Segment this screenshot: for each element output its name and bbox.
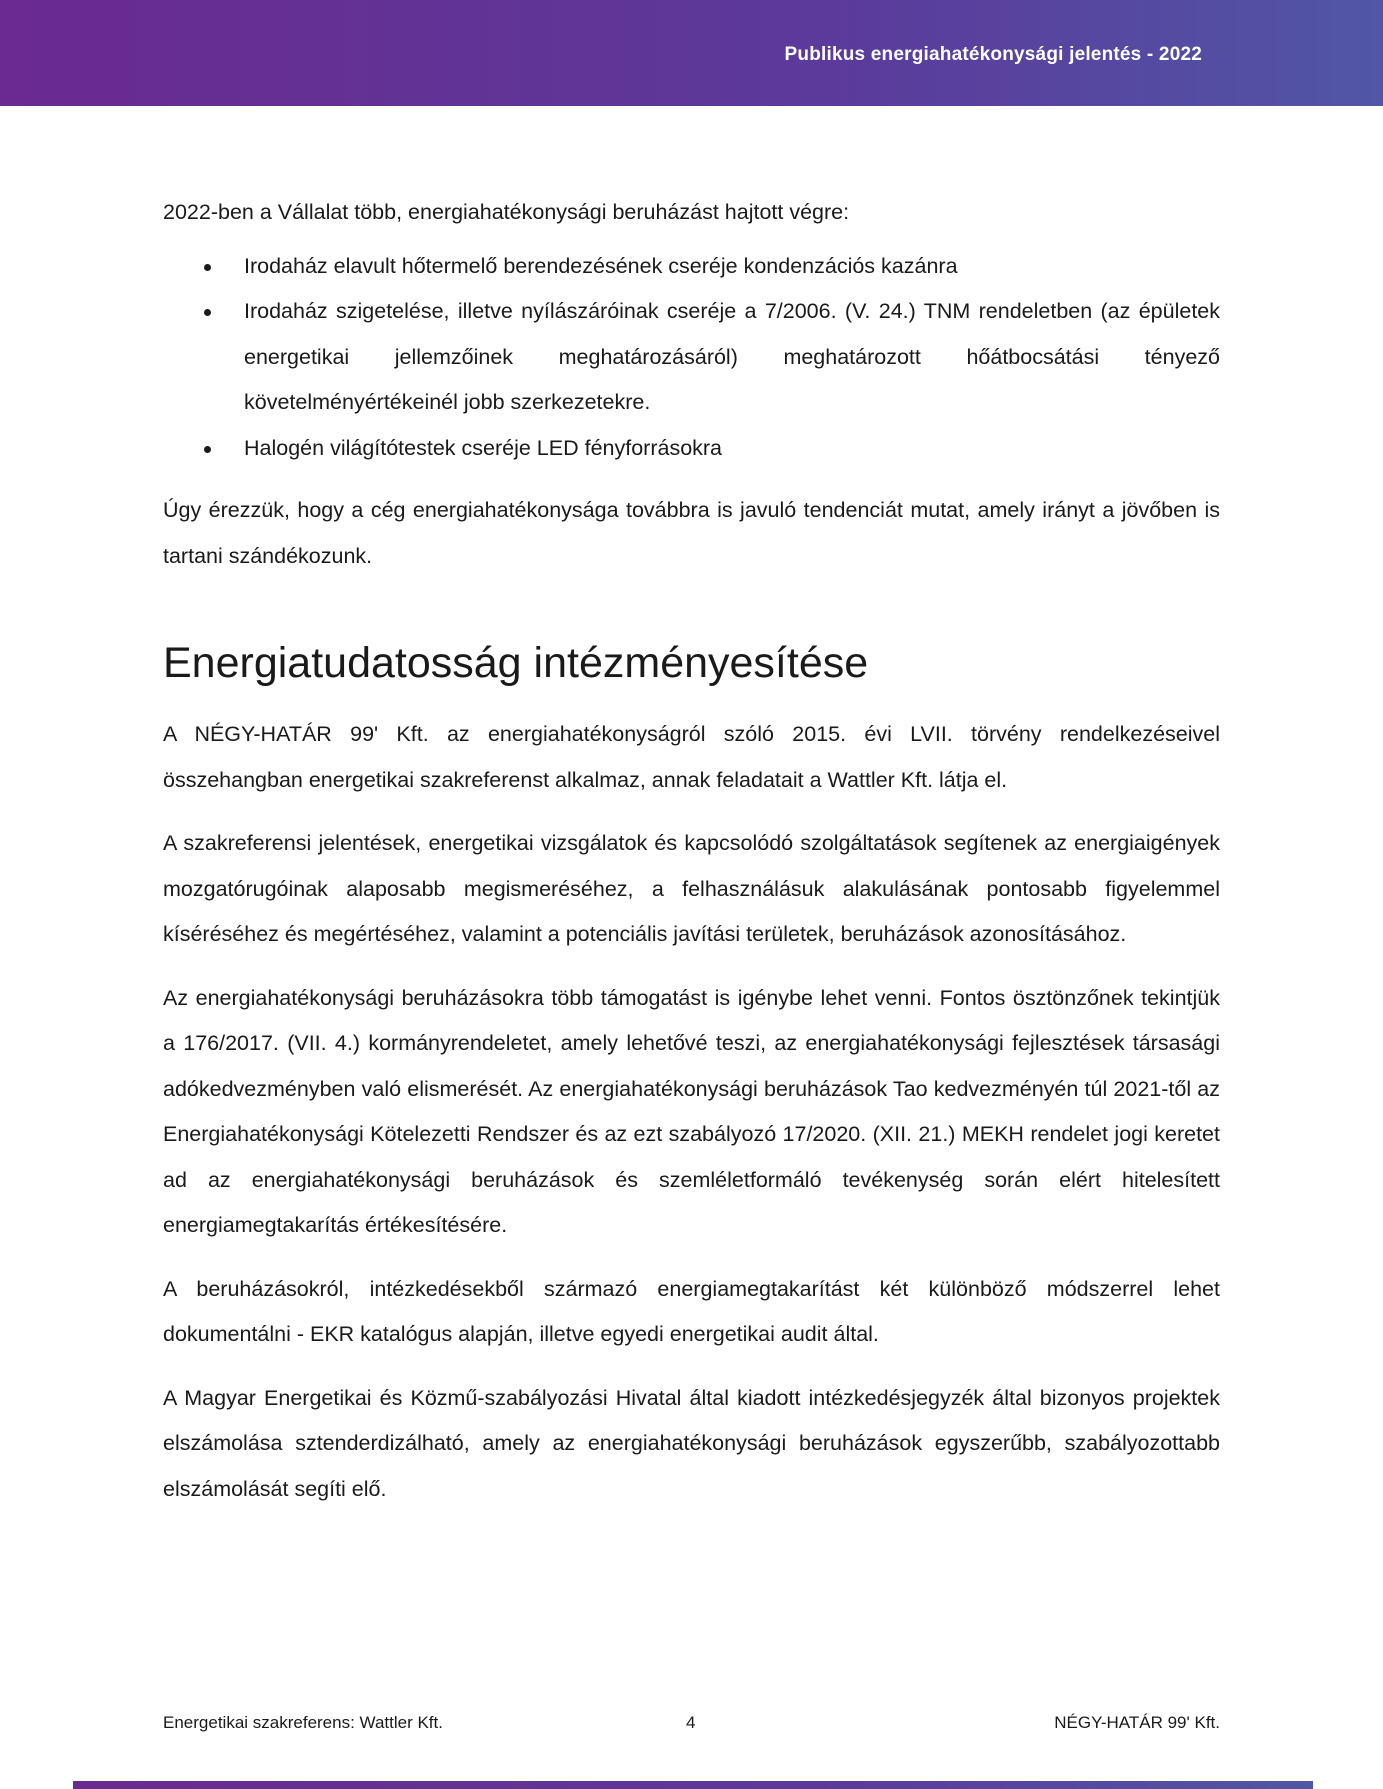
header-title: Publikus energiahatékonysági jelentés - 2022 [784,44,1202,65]
page-content [163,190,1220,1530]
bullet-icon [204,309,211,316]
section-paragraph: A beruházásokról, intézkedésekből származó energiamegtakarítást két különböző módszerrel lehet dokumentálni - EKR katalógus alapján, illetve egyedi energetikai audit által. [163,1276,1220,1346]
footer-author: Energetikai szakreferens: Wattler Kft. [163,1713,443,1732]
list-item [163,426,1220,472]
list-item [163,289,1220,426]
list-item-text: Halogén világítótestek cseréje LED fényforrásokra [244,435,723,460]
closing-paragraph: Úgy érezzük, hogy a cég energiahatékonysága továbbra is javuló tendenciát mutat, amely irányt a jövőben is tartani szándékozunk. [163,498,1220,568]
intro-paragraph: 2022-ben a Vállalat több, energiahatékonysági beruházást hajtott végre: [163,200,850,224]
bullet-icon [204,446,211,453]
page-footer [163,1713,1220,1743]
section-heading: Energiatudatosság intézményesítése [163,639,869,687]
footer-bar [73,1781,1313,1789]
list-item-text: Irodaház elavult hőtermelő berendezésének cseréje kondenzációs kazánra [244,253,958,278]
investment-list [163,244,1220,472]
page-number: 4 [686,1713,696,1732]
footer-company: NÉGY-HATÁR 99' Kft. [1054,1713,1220,1732]
section-paragraph: A NÉGY-HATÁR 99' Kft. az energiahatékonyságról szóló 2015. évi LVII. törvény rendelkezéseivel összehangban energetikai szakreferenst alkalmaz, annak feladatait a Wattler Kft. látja el. [163,722,1220,792]
list-item-text: Irodaház szigetelése, illetve nyílászáróinak cseréje a 7/2006. (V. 24.) TNM rendeletben (az épületek energetikai jellemzőinek meghatározásáról) meghatározott hőátbocsátási tényező követelményértékeinél jobb szerkezetekre. [244,299,1220,414]
section-paragraph: A szakreferensi jelentések, energetikai vizsgálatok és kapcsolódó szolgáltatások segítenek az energiaigények mozgatórugóinak alaposabb megismeréséhez, a felhasználásuk alakulásának pontosabb figyelemmel kíséréséhez és megértéséhez, valamint a potenciális javítási területek, beruházások azonosításához. [163,831,1220,946]
section-paragraph: Az energiahatékonysági beruházásokra több támogatást is igénybe lehet venni. Fontos ösztönzőnek tekintjük a 176/2017. (VII. 4.) kormányrendeletet, amely lehetővé teszi, az energiahatékonysági fejlesztések társasági adókedvezményben való elismerését. Az energiahatékonysági beruházások Tao kedvezményén túl 2021-től az Energiahatékonysági Kötelezetti Rendszer és az ezt szabályozó 17/2020. (XII. 21.) MEKH rendelet jogi keretet ad az energiahatékonysági beruházások és szemléletformáló tevékenység során elért hitelesített energiamegtakarítás értékesítésére. [163,985,1220,1237]
list-item [163,244,1220,290]
bullet-icon [204,264,211,271]
page-header [0,0,1383,106]
section-paragraph: A Magyar Energetikai és Közmű-szabályozási Hivatal által kiadott intézkedésjegyzék által bizonyos projektek elszámolása sztenderdizálható, amely az energiahatékonysági beruházások egyszerűbb, szabályozottabb elszámolását segíti elő. [163,1385,1220,1501]
